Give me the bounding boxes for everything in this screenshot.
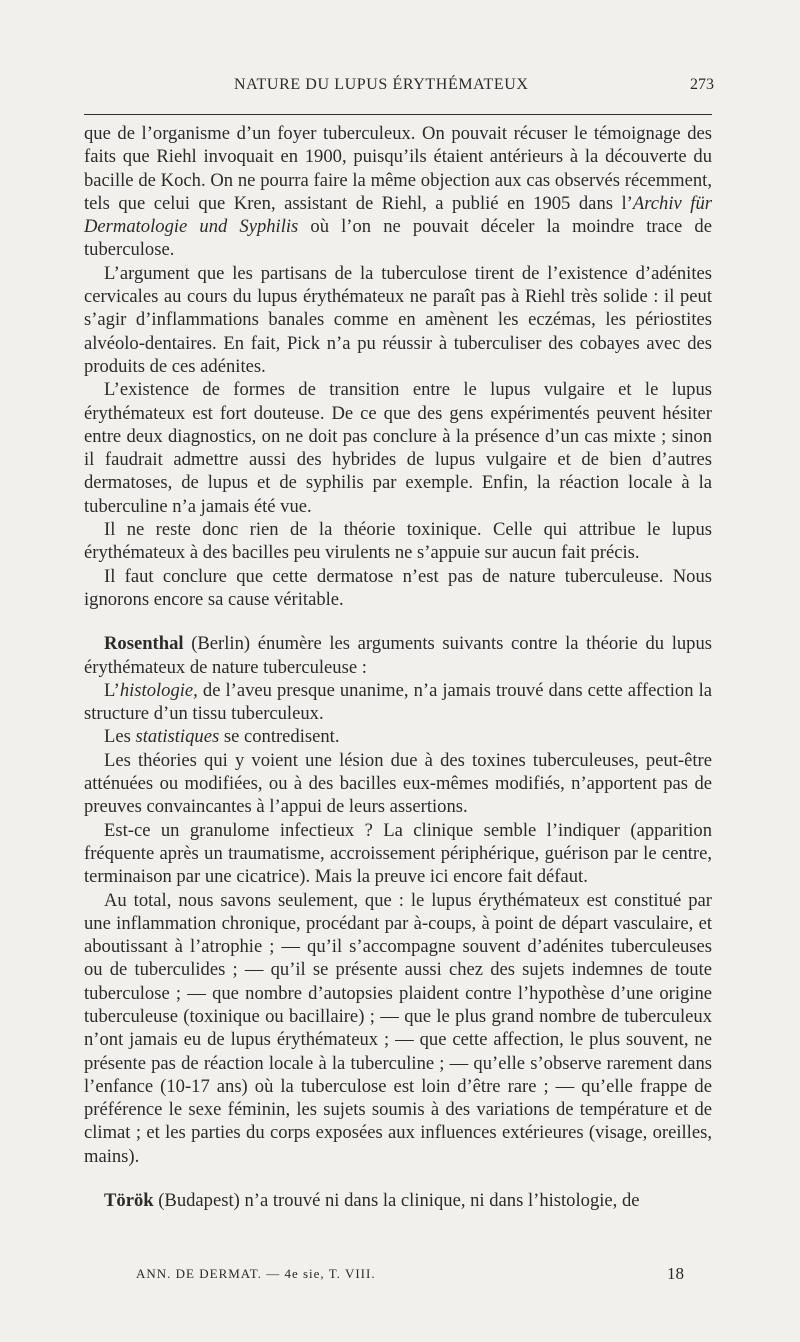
paragraph [84, 565, 712, 612]
paragraph [84, 1189, 712, 1212]
paragraph [84, 679, 712, 726]
italic-run: statistiques [135, 726, 220, 748]
text-run: que de l’organisme d’un foyer tuberculeux. On pouvait récuser le témoignage des faits que Riehl invoquait en 1900, puisqu’ils étaient antérieurs à la découverte du bacille de Koch. On ne pourra faire la même objection aux cas observés récemment, tels que celui que Kren, assistant de Riehl, a publié en 1905 dans l’ [84, 123, 712, 214]
running-header [84, 76, 712, 100]
text-run: L’existence de formes de transition entre le lupus vulgaire et le lupus érythémateux est fort douteuse. De ce que des gens expérimentés peuvent hésiter entre deux diagnostics, on ne doit pas conclure à la présence d’un cas mixte ; sinon il faudrait admettre aussi des hybrides de lupus vulgaire et de bien d’autres dermatoses, de lupus et de syphilis par exemple. Enfin, la réaction locale à la tuberculine n’a jamais été vue. [84, 379, 712, 517]
running-title: NATURE DU LUPUS ÉRYTHÉMATEUX [234, 76, 529, 93]
paragraph [84, 632, 712, 679]
paragraph [84, 262, 712, 378]
paragraph [84, 725, 712, 748]
text-run: Est-ce un granulome infectieux ? La clinique semble l’indiquer (apparition fréquente après un traumatisme, accroissement périphérique, guérison par le centre, terminaison par une cicatrice). Mais la preuve ici encore fait défaut. [84, 819, 712, 888]
text-run: Au total, nous savons seulement, que : le lupus érythémateux est constitué par une inflammation chronique, procédant par à-coups, à point de départ vasculaire, et aboutissant à l’atrophie ; — qu’il s’accompagne souvent d’adénites tuberculeuses ou de tuberculides ; — qu’il se présente aussi chez des sujets indemnes de toute tuberculose ; — que nombre d’autopsies plaident contre l’hypothèse d’une origine tuberculeuse (toxinique ou bacillaire) ; — que le plus grand nombre de tuberculeux n’ont jamais eu de lupus érythémateux ; — que cette affection, le plus souvent, ne présente pas de réaction locale à la tuberculine ; — qu’elle s’observe rarement dans l’enfance (10-17 ans) où la tuberculose est loin d’être rare ; — qu’elle frappe de préférence le sexe féminin, les sujets soumis à des variations de température et de climat ; et les parties du corps exposées aux influences extérieures (visage, oreilles, mains). [84, 889, 712, 1167]
italic-run: Archiv für Dermatologie und Syphilis [84, 192, 712, 238]
text-run: de l’aveu presque unanime, n’a jamais trouvé dans cette affection la structure d’un tissu tuberculeux. [84, 679, 712, 725]
body-text [84, 122, 712, 1212]
paragraph [84, 889, 712, 1169]
text-run: où l’on ne pouvait déceler la moindre trace de tuberculose. [84, 216, 712, 261]
text-run: (Berlin) énumère les arguments suivants contre la théorie du lupus érythémateux de nature tuberculeuse : [84, 633, 712, 678]
text-run: L’argument que les partisans de la tuberculose tirent de l’existence d’adénites cervicales au cours du lupus érythémateux ne paraît pas à Riehl très solide : il peut s’agir d’inflammations banales comme en amènent les eczémas, les périostites alvéolo-dentaires. En fait, Pick n’a pu réussir à tuberculiser des cobayes avec des produits de ces adénites. [84, 262, 712, 377]
text-run: se contredisent. [219, 726, 340, 748]
page-number: 273 [690, 76, 714, 93]
text-run: Les [104, 726, 136, 748]
text-run: Il faut conclure que cette dermatose n’est pas de nature tuberculeuse. Nous ignorons encore sa cause véritable. [84, 565, 712, 610]
paragraph [84, 122, 712, 262]
italic-run: histologie, [119, 679, 198, 701]
paragraph [84, 518, 712, 565]
signature-mark: 18 [667, 1264, 684, 1283]
text-run: Il ne reste donc rien de la théorie toxinique. Celle qui attribue le lupus érythémateux à des bacilles peu virulents ne s’appuie sur aucun fait précis. [84, 519, 712, 564]
text-run: L’ [104, 679, 120, 701]
text-run: Les théories qui y voient une lésion due à des toxines tuberculeuses, peut-être atténuées ou modifiées, ou à des bacilles eux-mêmes modifiés, n’apportent pas de preuves convaincantes à l’appui de leurs assertions. [84, 749, 712, 818]
paragraph [84, 749, 712, 819]
page-footer [136, 1266, 704, 1288]
paragraph [84, 819, 712, 889]
text-run: (Budapest) n’a trouvé ni dans la clinique, ni dans l’histologie, de [153, 1190, 640, 1212]
paragraph [84, 378, 712, 518]
journal-footnote: ANN. DE DERMAT. — 4e sie, T. VIII. [136, 1266, 376, 1281]
author-name: Török [104, 1190, 154, 1212]
header-rule [84, 114, 712, 115]
author-name: Rosenthal [104, 633, 184, 655]
